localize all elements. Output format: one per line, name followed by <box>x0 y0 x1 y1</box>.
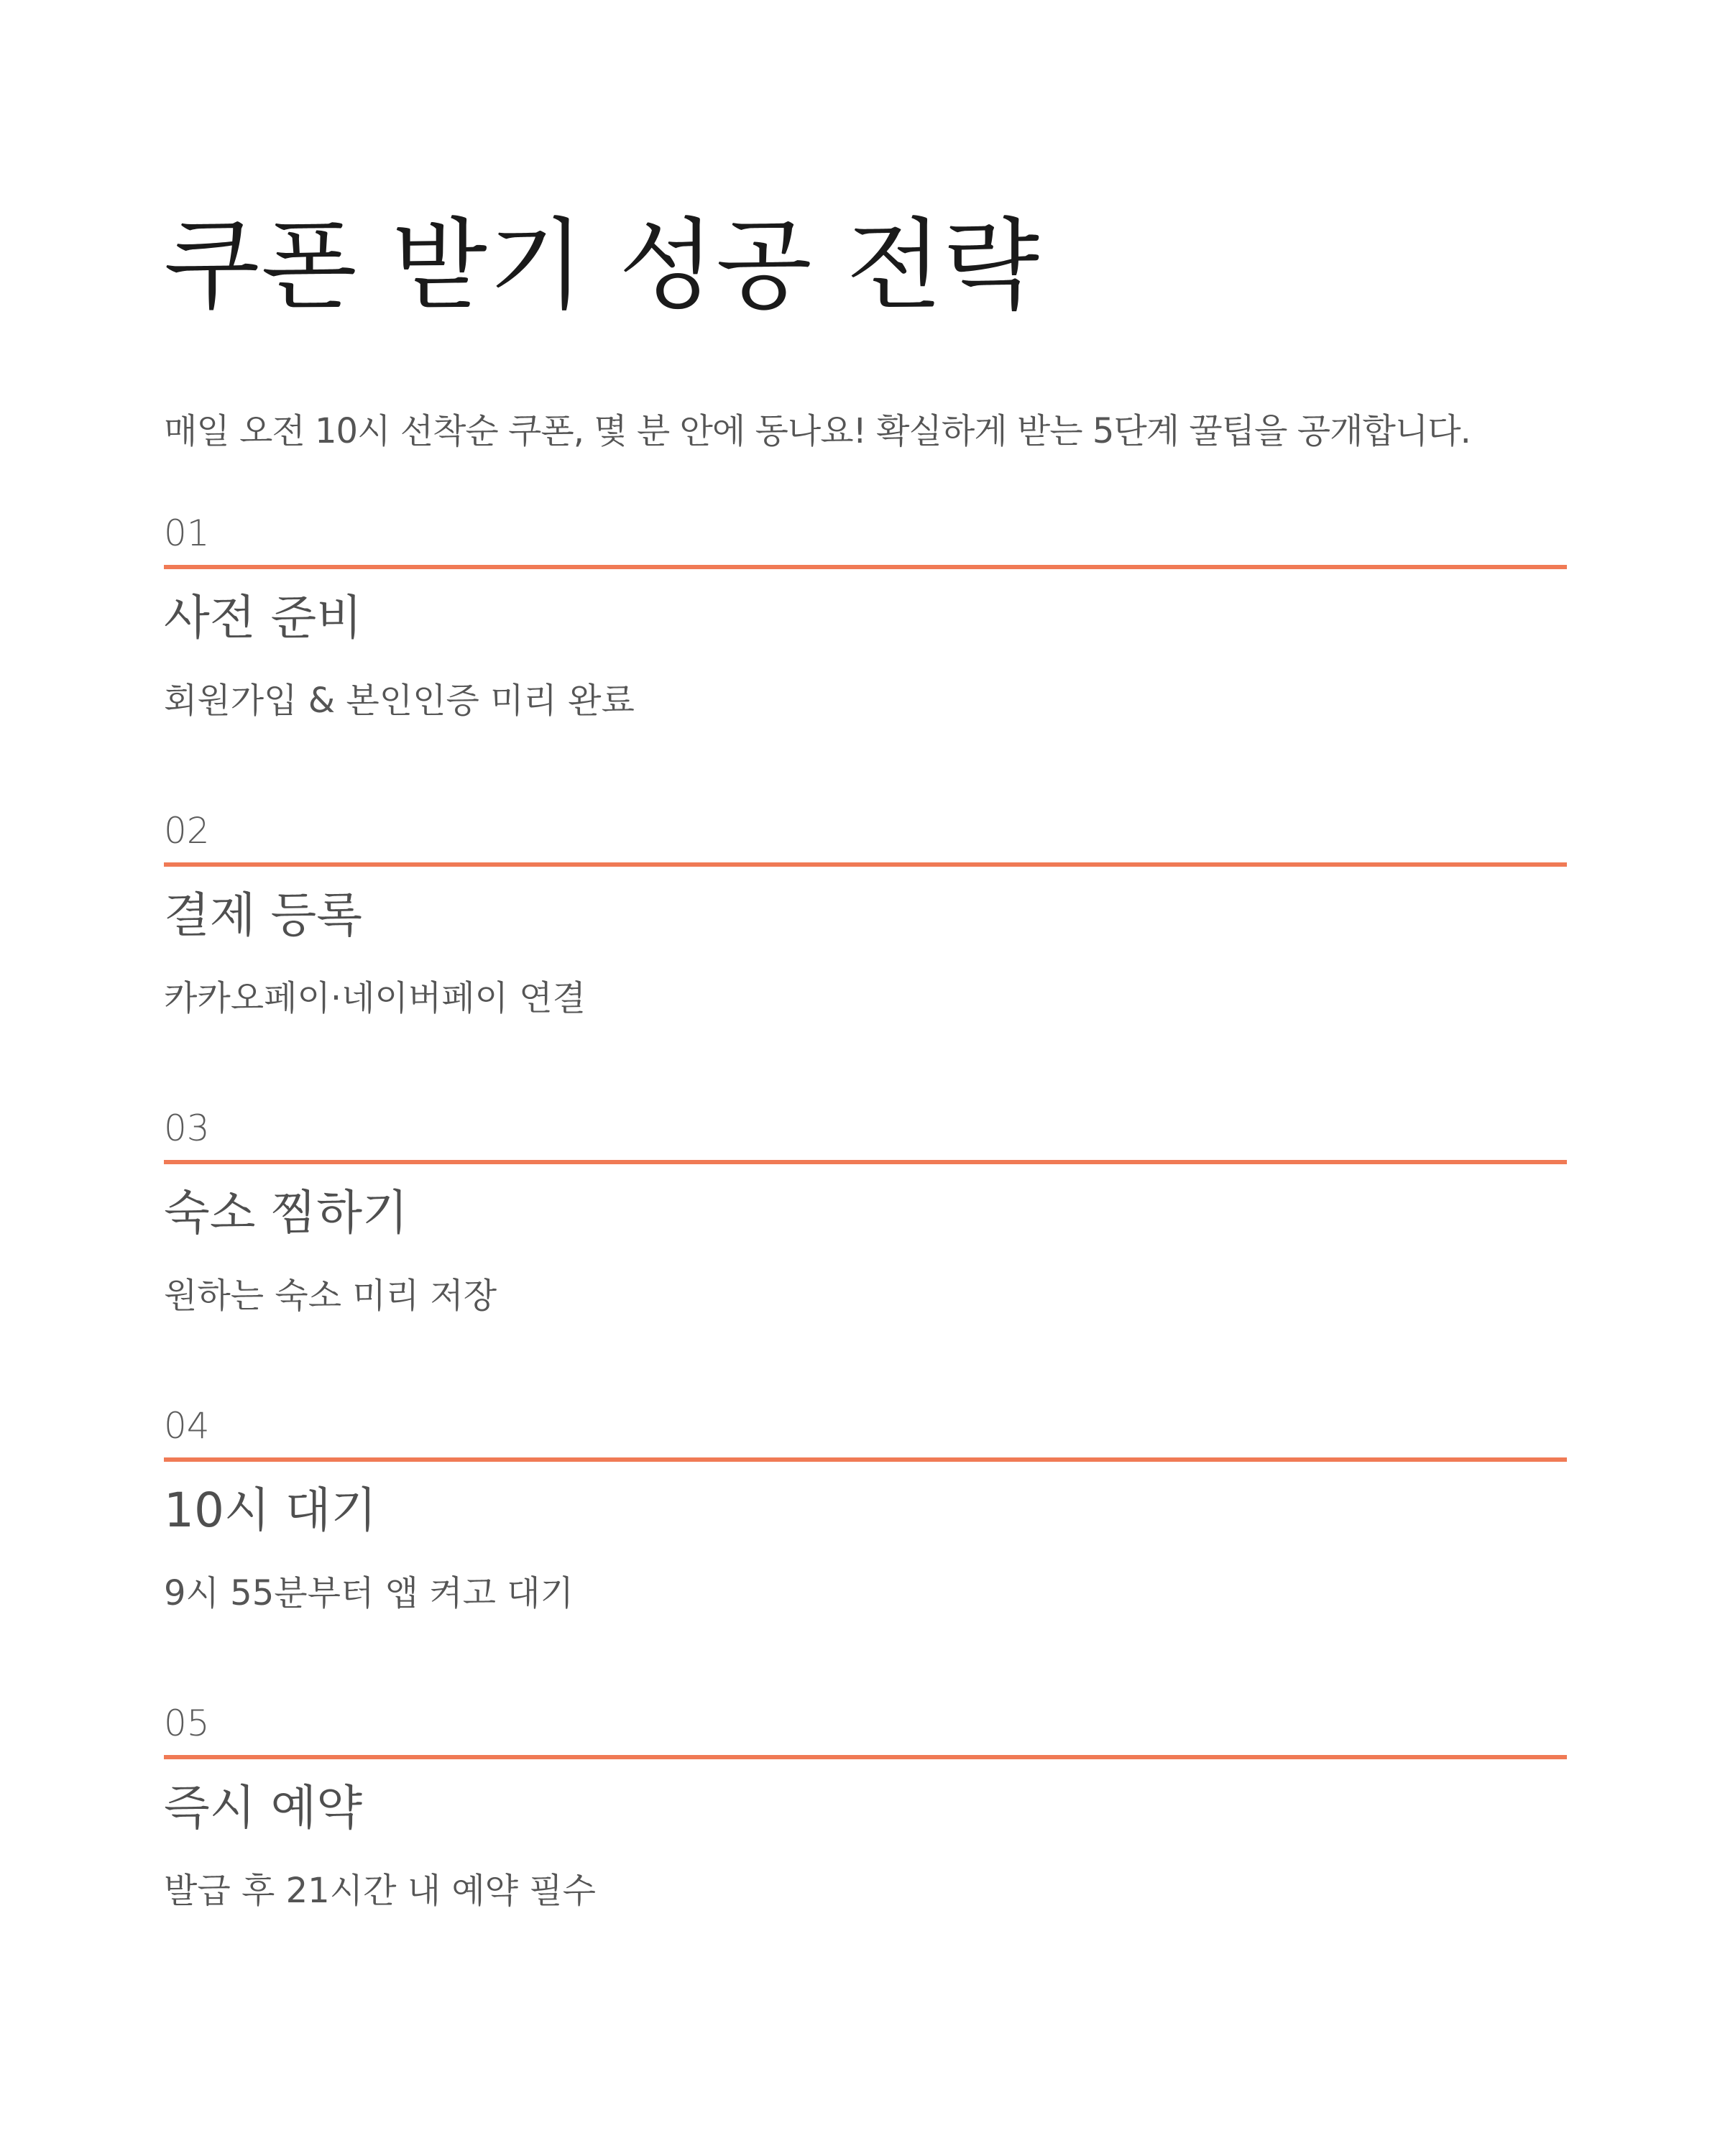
step-description: 9시 55분부터 앱 켜고 대기 <box>164 1573 574 1613</box>
step-divider <box>164 1755 1567 1759</box>
step-item <box>164 503 1567 801</box>
step-divider <box>164 565 1567 569</box>
step-number: 03 <box>164 1107 210 1149</box>
step-number: 01 <box>164 512 210 554</box>
step-number: 02 <box>164 810 210 852</box>
step-description: 원하는 숙소 미리 저장 <box>164 1276 497 1316</box>
step-title: 숙소 찜하기 <box>164 1185 408 1240</box>
step-number: 05 <box>164 1703 210 1744</box>
step-description: 카카오페이·네이버페이 연결 <box>164 978 586 1018</box>
steps-list <box>164 503 1567 1991</box>
step-title: 10시 대기 <box>164 1483 377 1538</box>
step-item <box>164 1693 1567 1991</box>
page-subtitle: 매일 오전 10시 선착순 쿠폰, 몇 분 안에 동나요! 확실하게 받는 5단계 꿀팁을 공개합니다. <box>164 411 1471 451</box>
step-description: 회원가입 & 본인인증 미리 완료 <box>164 681 635 721</box>
step-description: 발급 후 21시간 내 예약 필수 <box>164 1871 597 1911</box>
step-divider <box>164 862 1567 867</box>
step-divider <box>164 1160 1567 1164</box>
step-title: 즉시 예약 <box>164 1780 363 1835</box>
page-title: 쿠폰 받기 성공 전략 <box>164 208 1041 323</box>
step-item <box>164 1098 1567 1396</box>
step-number: 04 <box>164 1405 210 1447</box>
step-divider <box>164 1457 1567 1462</box>
step-title: 결제 등록 <box>164 888 363 943</box>
step-item <box>164 801 1567 1098</box>
step-title: 사전 준비 <box>164 590 363 645</box>
step-item <box>164 1396 1567 1693</box>
